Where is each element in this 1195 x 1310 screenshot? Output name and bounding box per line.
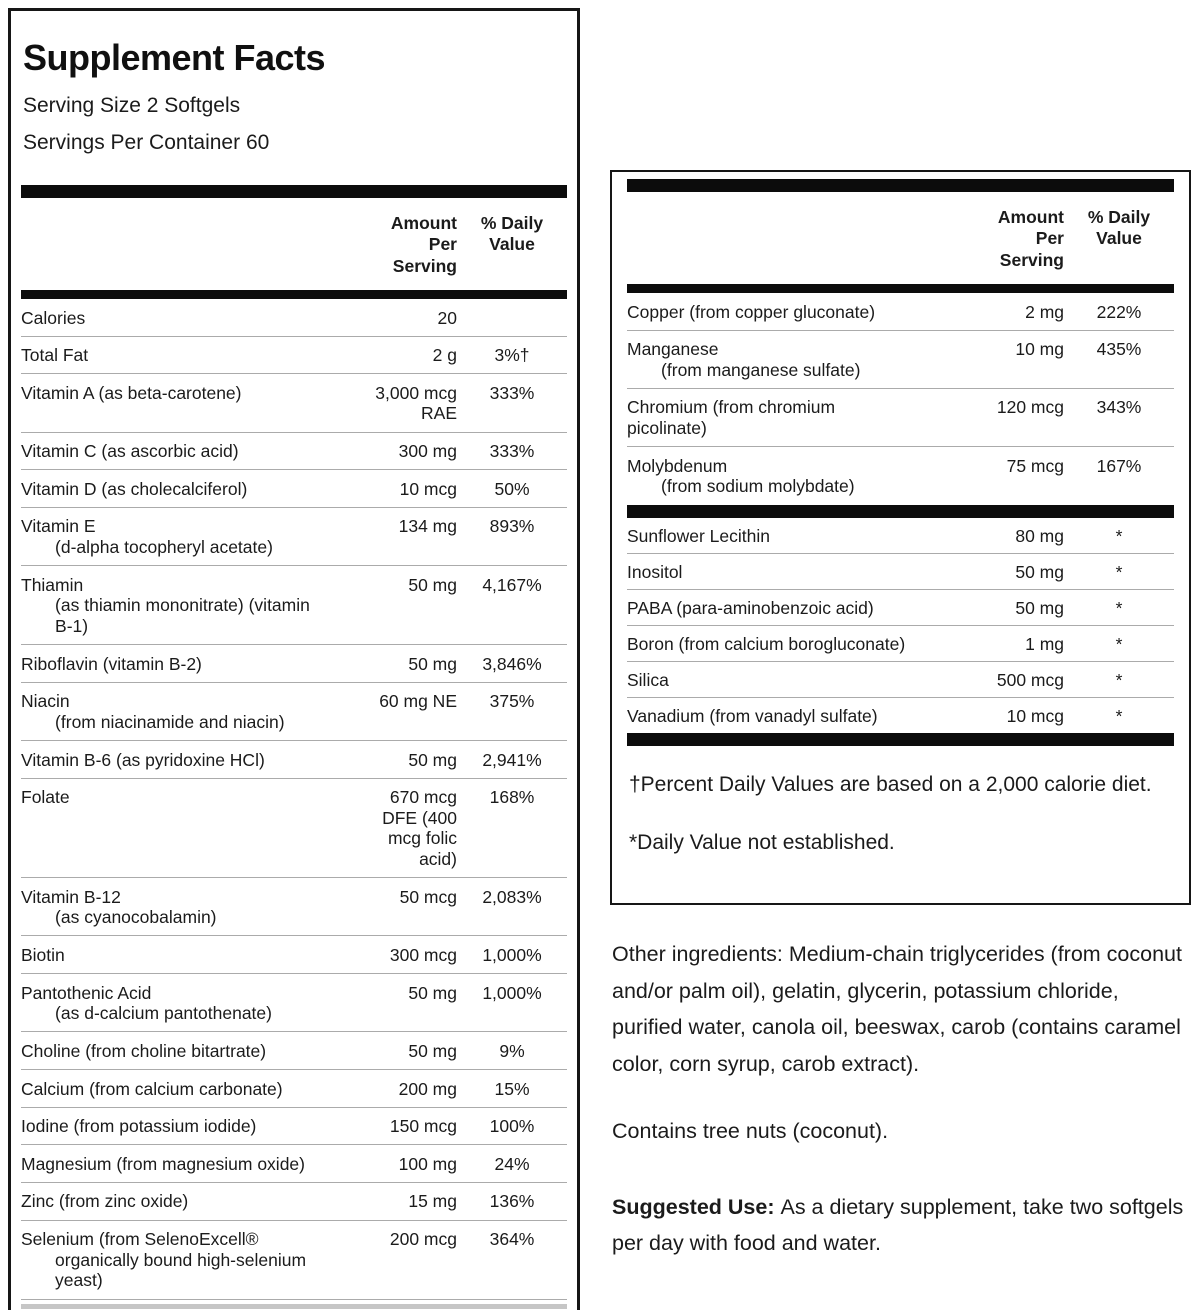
nutrient-row — [21, 1070, 567, 1108]
divider-bar-medium — [627, 284, 1174, 293]
divider-bar-thick — [627, 179, 1174, 192]
nutrient-daily-value: 1,000% — [482, 944, 542, 965]
nutrient-daily-value: 343% — [1096, 397, 1142, 418]
nutrient-daily-value: 375% — [489, 691, 535, 712]
nutrient-daily-value: 1,000% — [482, 982, 542, 1003]
nutrient-row — [627, 389, 1174, 447]
nutrient-daily-value: 333% — [489, 382, 535, 403]
page-title: Supplement Facts — [23, 37, 326, 78]
nutrient-name: Vitamin A (as beta-carotene) — [21, 382, 242, 403]
nutrient-name: Folate — [21, 787, 70, 808]
nutrient-amount: 80 mg — [1015, 525, 1064, 546]
nutrient-name: Zinc (from zinc oxide) — [21, 1191, 189, 1212]
column-header-spacer — [627, 207, 969, 271]
nutrient-row — [21, 566, 567, 645]
nutrient-amount: 60 mg NE — [379, 691, 457, 712]
nutrient-daily-value: * — [1115, 561, 1123, 582]
nutrient-row — [21, 1108, 567, 1146]
nutrient-daily-value: 3%† — [494, 345, 530, 366]
nutrient-amount: 10 mcg — [1006, 706, 1064, 727]
suggested-use-label: Suggested Use: — [612, 1194, 775, 1219]
nutrient-row — [21, 1221, 567, 1300]
nutrient-row — [21, 508, 567, 566]
nutrient-row — [627, 698, 1174, 733]
nutrient-name: Total Fat — [21, 345, 89, 366]
nutrient-daily-value: 2,083% — [482, 886, 542, 907]
nutrient-row — [21, 337, 567, 375]
nutrient-daily-value: 9% — [499, 1040, 525, 1061]
nutrient-row — [21, 299, 567, 337]
nutrient-row — [21, 683, 567, 741]
nutrient-daily-value — [457, 308, 567, 329]
column-header-amount: Amount Per Serving — [390, 213, 457, 276]
nutrient-daily-value: 222% — [1096, 301, 1142, 322]
right-facts-panel — [610, 170, 1191, 905]
nutrient-daily-value: 167% — [1096, 455, 1142, 476]
nutrient-daily-value: * — [1115, 706, 1123, 727]
nutrient-daily-value: 2,941% — [482, 749, 542, 770]
nutrient-amount: 50 mg — [408, 1040, 457, 1061]
nutrient-name: Molybdenum (from sodium molybdate) — [627, 455, 855, 497]
nutrient-row — [627, 293, 1174, 331]
nutrient-amount: 2 mg — [1025, 301, 1064, 322]
nutrient-amount: 50 mg — [1015, 561, 1064, 582]
nutrient-daily-value: 435% — [1096, 339, 1142, 360]
nutrient-row — [627, 626, 1174, 662]
nutrient-name: Vitamin C (as ascorbic acid) — [21, 441, 239, 462]
nutrient-amount: 50 mg — [408, 982, 457, 1003]
nutrient-name: Inositol — [627, 561, 683, 582]
nutrient-daily-value: * — [1115, 525, 1123, 546]
suggested-use — [612, 1189, 1190, 1262]
nutrient-amount: 50 mg — [408, 749, 457, 770]
nutrient-daily-value: 24% — [494, 1153, 530, 1174]
nutrient-daily-value: 100% — [489, 1116, 535, 1137]
nutrient-amount: 50 mg — [1015, 597, 1064, 618]
divider-bar-thick — [627, 505, 1174, 518]
nutrient-row — [627, 447, 1174, 504]
column-header-daily-value: % Daily Value — [480, 213, 544, 255]
serving-size: Serving Size 2 Softgels — [23, 94, 241, 117]
minerals-table-body — [627, 293, 1174, 504]
nutrient-amount: 50 mcg — [399, 886, 457, 907]
nutrient-amount: 134 mg — [398, 516, 457, 537]
left-table-header — [21, 198, 567, 290]
nutrient-row — [21, 974, 567, 1032]
nutrient-amount: 300 mg — [398, 441, 457, 462]
nutrient-name: Chromium (from chromium picolinate) — [627, 397, 836, 439]
nutrient-name: Vitamin E (d-alpha tocopheryl acetate) — [21, 516, 273, 558]
nutrient-row — [21, 433, 567, 471]
nutrient-row — [21, 1032, 567, 1070]
nutrient-name: Calcium (from calcium carbonate) — [21, 1078, 283, 1099]
nutrient-name: Silica — [627, 670, 669, 691]
column-header-daily-value: % Daily Value — [1087, 207, 1151, 249]
nutrient-amount: 1 mg — [1025, 633, 1064, 654]
nutrient-row — [627, 662, 1174, 698]
nutrient-name: Sunflower Lecithin — [627, 525, 770, 546]
nutrient-amount: 500 mcg — [996, 670, 1064, 691]
divider-bar-thick — [21, 185, 567, 198]
other-compounds-table-body — [627, 518, 1174, 734]
nutrient-row — [21, 1145, 567, 1183]
nutrient-name: Iodine (from potassium iodide) — [21, 1116, 257, 1137]
nutrient-daily-value: 15% — [494, 1078, 530, 1099]
nutrient-name: Magnesium (from magnesium oxide) — [21, 1153, 305, 1174]
nutrient-name: Vitamin D (as cholecalciferol) — [21, 478, 248, 499]
nutrient-amount: 10 mcg — [399, 478, 457, 499]
suggested-use-text: As a dietary supplement, take two softgels per day with food and water. — [612, 1194, 1184, 1256]
nutrient-amount: 2 g — [432, 345, 457, 366]
nutrient-name: Niacin (from niacinamide and niacin) — [21, 691, 285, 732]
nutrient-daily-value: 333% — [489, 441, 535, 462]
nutrient-name: Choline (from choline bitartrate) — [21, 1040, 267, 1061]
nutrient-name: Boron (from calcium borogluconate) — [627, 633, 906, 654]
nutrient-row — [627, 331, 1174, 389]
nutrient-daily-value: 50% — [494, 478, 530, 499]
divider-bar-thick — [627, 733, 1174, 746]
cutoff-bar — [21, 1304, 567, 1309]
not-established-footnote: *Daily Value not established. — [629, 830, 895, 854]
nutrient-amount: 10 mg — [1015, 339, 1064, 360]
nutrient-name: Vitamin B-12 (as cyanocobalamin) — [21, 886, 217, 928]
nutrient-amount: 300 mcg — [389, 944, 457, 965]
nutrient-row — [627, 554, 1174, 590]
nutrient-name: Thiamin (as thiamin mononitrate) (vitamin B-1) — [21, 574, 310, 636]
daily-value-footnote: †Percent Daily Values are based on a 2,000 calorie diet. — [629, 773, 1152, 797]
divider-bar-medium — [21, 290, 567, 299]
nutrient-row — [627, 590, 1174, 626]
nutrient-row — [21, 779, 567, 879]
nutrient-amount: 15 mg — [408, 1191, 457, 1212]
nutrient-name: Vanadium (from vanadyl sulfate) — [627, 706, 878, 727]
nutrient-amount: 150 mcg — [389, 1116, 457, 1137]
nutrient-row — [21, 470, 567, 508]
nutrient-daily-value: 3,846% — [482, 653, 542, 674]
nutrient-daily-value: 364% — [489, 1229, 535, 1250]
nutrient-amount: 200 mg — [398, 1078, 457, 1099]
nutrient-name: Riboflavin (vitamin B-2) — [21, 653, 202, 674]
nutrient-daily-value: 4,167% — [482, 574, 542, 595]
footnotes — [627, 746, 1174, 858]
nutrient-row — [21, 741, 567, 779]
right-table-header — [627, 192, 1174, 284]
nutrient-daily-value: * — [1115, 633, 1123, 654]
nutrient-daily-value: * — [1115, 597, 1123, 618]
nutrient-amount: 50 mg — [408, 574, 457, 595]
nutrient-daily-value: 136% — [489, 1191, 535, 1212]
nutrient-name: Vitamin B-6 (as pyridoxine HCl) — [21, 749, 265, 770]
nutrient-amount: 200 mcg — [389, 1229, 457, 1250]
nutrient-daily-value: 893% — [489, 516, 535, 537]
servings-per-container: Servings Per Container 60 — [23, 131, 270, 154]
nutrient-row — [21, 1183, 567, 1221]
left-facts-panel — [8, 8, 580, 1310]
nutrient-name: Biotin — [21, 944, 65, 965]
additional-info — [612, 936, 1190, 1262]
nutrient-amount: 20 — [437, 307, 457, 328]
nutrient-row — [21, 878, 567, 936]
nutrient-daily-value: * — [1115, 670, 1123, 691]
nutrient-row — [21, 374, 567, 432]
allergen-statement: Contains tree nuts (coconut). — [612, 1119, 889, 1144]
nutrient-row — [21, 936, 567, 974]
nutrient-daily-value: 168% — [489, 787, 535, 808]
nutrient-row — [627, 518, 1174, 554]
nutrient-name: Selenium (from SelenoExcell® organically bound high-selenium yeast) — [21, 1229, 307, 1291]
other-ingredients: Other ingredients: Medium-chain triglycerides (from coconut and/or palm oil), gelatin, glycerin, potassium chloride, purified water, canola oil, beeswax, carob (contains caramel color, corn syrup, carob extract). — [612, 942, 1182, 1076]
column-header-amount: Amount Per Serving — [997, 207, 1064, 270]
nutrient-name: Calories — [21, 307, 86, 328]
nutrient-name: Copper (from copper gluconate) — [627, 301, 876, 322]
nutrient-amount: 3,000 mcg RAE — [375, 382, 457, 424]
nutrient-row — [21, 645, 567, 683]
nutrient-amount: 50 mg — [408, 653, 457, 674]
nutrient-name: Pantothenic Acid (as d-calcium pantothenate) — [21, 982, 272, 1024]
column-header-spacer — [21, 213, 362, 277]
nutrient-amount: 100 mg — [398, 1153, 457, 1174]
left-table-body — [21, 299, 567, 1300]
nutrient-amount: 75 mcg — [1006, 455, 1064, 476]
nutrient-amount: 120 mcg — [996, 397, 1064, 418]
nutrient-amount: 670 mcg DFE (400 mcg folic acid) — [382, 787, 457, 870]
nutrient-name: Manganese (from manganese sulfate) — [627, 339, 861, 380]
nutrient-name: PABA (para-aminobenzoic acid) — [627, 597, 874, 618]
